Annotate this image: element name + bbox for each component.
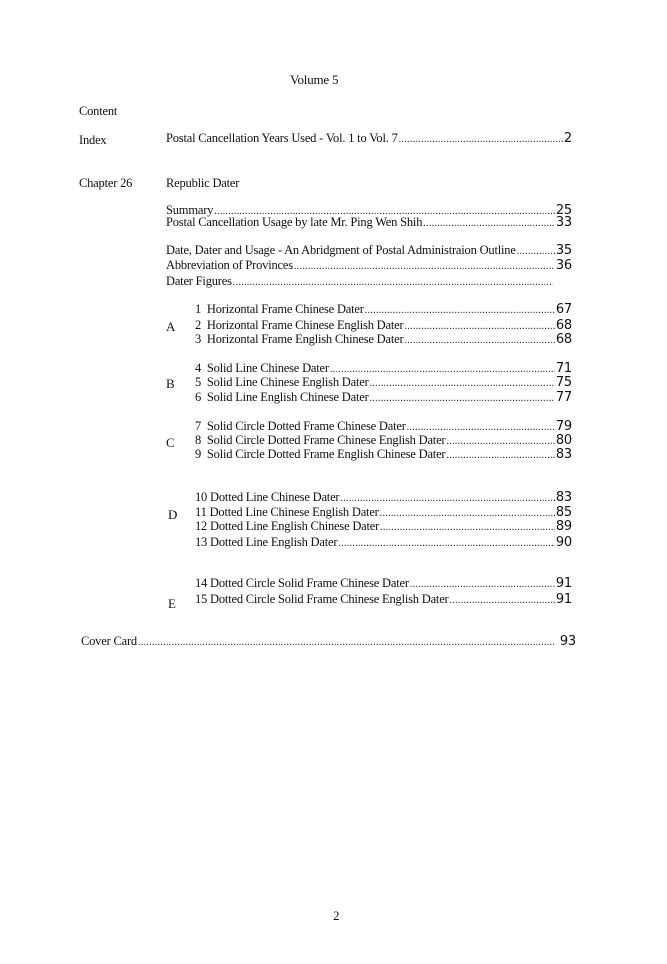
entry-number: 14 — [195, 576, 208, 590]
entry-title: Postal Cancellation Usage by late Mr. Ping Wen Shih — [166, 215, 423, 229]
entry-label — [195, 447, 445, 462]
entry-label — [195, 390, 369, 405]
entry-page: 67 — [555, 302, 572, 317]
entry-title: Solid Circle Dotted Frame English Chinese Dater — [206, 447, 446, 461]
entry-title: Dotted Circle Solid Frame Chinese English Dater — [210, 592, 449, 606]
leader-dots — [340, 493, 554, 504]
entry-title: Dotted Circle Solid Frame Chinese Dater — [210, 576, 409, 590]
dater-entry — [195, 535, 572, 550]
dater-entry — [195, 490, 572, 505]
dater-entry — [195, 318, 572, 333]
toc-entry — [166, 258, 572, 273]
entry-number: 7 — [195, 419, 202, 433]
entry-number: 12 — [195, 519, 208, 533]
entry-title: Cover Card — [81, 634, 137, 648]
leader-dots — [338, 538, 555, 549]
index-page: 2 — [563, 131, 572, 146]
entry-page: 79 — [555, 419, 572, 434]
leader-dots — [138, 637, 555, 648]
entry-number: 11 — [195, 505, 207, 519]
leader-dots — [370, 393, 555, 404]
entry-page: 91 — [555, 576, 572, 591]
entry-page: 83 — [555, 447, 572, 462]
group-letter: A — [166, 319, 176, 334]
toc-entry — [166, 274, 554, 289]
entry-title: Solid Line Chinese Dater — [206, 361, 329, 375]
entry-title: Summary — [166, 203, 214, 217]
entry-title: Abbreviation of Provinces — [166, 258, 293, 272]
group-letter: C — [166, 435, 175, 450]
entry-page: 93 — [559, 634, 576, 649]
entry-page: 91 — [555, 592, 572, 607]
group-letter: E — [168, 596, 176, 611]
entry-title: Horizontal Frame Chinese Dater — [206, 302, 364, 316]
dater-entry — [195, 519, 572, 534]
entry-label — [195, 519, 379, 534]
entry-number: 6 — [195, 390, 202, 404]
dater-entry — [195, 361, 572, 376]
leader-dots — [370, 378, 555, 389]
page-number: 2 — [333, 908, 340, 923]
leader-dots — [404, 321, 554, 332]
entry-page: 68 — [555, 318, 572, 333]
entry-label — [195, 332, 403, 347]
entry-page: 71 — [555, 361, 572, 376]
leader-dots — [294, 261, 555, 272]
entry-page: 85 — [555, 505, 572, 520]
entry-number: 15 — [195, 592, 208, 606]
leader-dots — [407, 422, 555, 433]
entry-label — [195, 433, 445, 448]
entry-title: Date, Dater and Usage - An Abridgment of Postal Administraion Outline — [166, 243, 516, 257]
entry-label — [195, 576, 409, 591]
dater-entry — [195, 375, 572, 390]
entry-number: 1 — [195, 302, 202, 316]
leader-dots — [399, 134, 563, 145]
entry-label — [195, 302, 364, 317]
dater-entry — [195, 419, 572, 434]
leader-dots — [380, 508, 555, 519]
leader-dots — [450, 595, 555, 606]
entry-page: 68 — [555, 332, 572, 347]
entry-number: 4 — [195, 361, 202, 375]
entry-page: 35 — [555, 243, 572, 258]
entry-title: Horizontal Frame Chinese English Dater — [206, 318, 404, 332]
entry-number: 3 — [195, 332, 202, 346]
entry-number: 5 — [195, 375, 202, 389]
leader-dots — [423, 218, 555, 229]
entry-page: 80 — [555, 433, 572, 448]
entry-label — [195, 490, 339, 505]
dater-entry — [195, 390, 572, 405]
entry-page: 33 — [555, 215, 572, 230]
group-letter: B — [166, 376, 175, 391]
toc-entry — [166, 243, 572, 258]
dater-entry — [195, 433, 572, 448]
entry-title: Dotted Line English Chinese Dater — [210, 519, 380, 533]
entry-page: 90 — [555, 535, 572, 550]
entry-label — [195, 361, 329, 376]
entry-title: Solid Line English Chinese Dater — [206, 390, 369, 404]
entry-page: 75 — [555, 375, 572, 390]
dater-entry — [195, 576, 572, 591]
index-label: Index — [79, 133, 107, 147]
leader-dots — [365, 305, 555, 316]
entry-page: 36 — [555, 258, 572, 273]
entry-page: 83 — [555, 490, 572, 505]
cover-card-entry — [81, 634, 576, 649]
entry-page: 77 — [555, 390, 572, 405]
dater-entry — [195, 592, 572, 607]
entry-label — [195, 375, 369, 390]
entry-title: Dotted Line Chinese English Dater — [209, 505, 379, 519]
leader-dots — [380, 522, 555, 533]
index-entry — [166, 131, 572, 146]
entry-label — [195, 318, 403, 333]
leader-dots — [446, 436, 554, 447]
leader-dots — [330, 364, 555, 375]
dater-entry — [195, 332, 572, 347]
chapter-label: Chapter 26 — [79, 176, 133, 190]
entry-label — [195, 419, 406, 434]
chapter-title: Republic Dater — [166, 176, 240, 190]
leader-dots — [404, 335, 554, 346]
entry-label — [195, 505, 379, 520]
entry-title: Solid Circle Dotted Frame Chinese English Dater — [206, 433, 446, 447]
entry-title: Dater Figures — [166, 274, 232, 288]
entry-title: Dotted Line Chinese Dater — [210, 490, 340, 504]
entry-title: Solid Line Chinese English Dater — [206, 375, 369, 389]
dater-entry — [195, 447, 572, 462]
entry-number: 2 — [195, 318, 202, 332]
leader-dots — [233, 277, 553, 288]
entry-number: 13 — [195, 535, 208, 549]
leader-dots — [446, 450, 554, 461]
volume-title: Volume 5 — [290, 72, 339, 87]
entry-title: Horizontal Frame English Chinese Dater — [206, 332, 404, 346]
entry-number: 9 — [195, 447, 202, 461]
entry-number: 10 — [195, 490, 208, 504]
group-letter: D — [168, 507, 178, 522]
dater-entry — [195, 302, 572, 317]
content-heading: Content — [79, 104, 118, 118]
entry-page: 89 — [555, 519, 572, 534]
entry-page: 25 — [555, 203, 572, 218]
entry-title: Dotted Line English Dater — [210, 535, 338, 549]
toc-entry — [166, 215, 572, 230]
entry-number: 8 — [195, 433, 202, 447]
dater-entry — [195, 505, 572, 520]
entry-label — [195, 535, 337, 550]
index-title: Postal Cancellation Years Used - Vol. 1 to Vol. 7 — [166, 131, 398, 145]
entry-label — [195, 592, 449, 607]
leader-dots — [410, 579, 555, 590]
leader-dots — [517, 246, 555, 257]
entry-title: Solid Circle Dotted Frame Chinese Dater — [206, 419, 406, 433]
